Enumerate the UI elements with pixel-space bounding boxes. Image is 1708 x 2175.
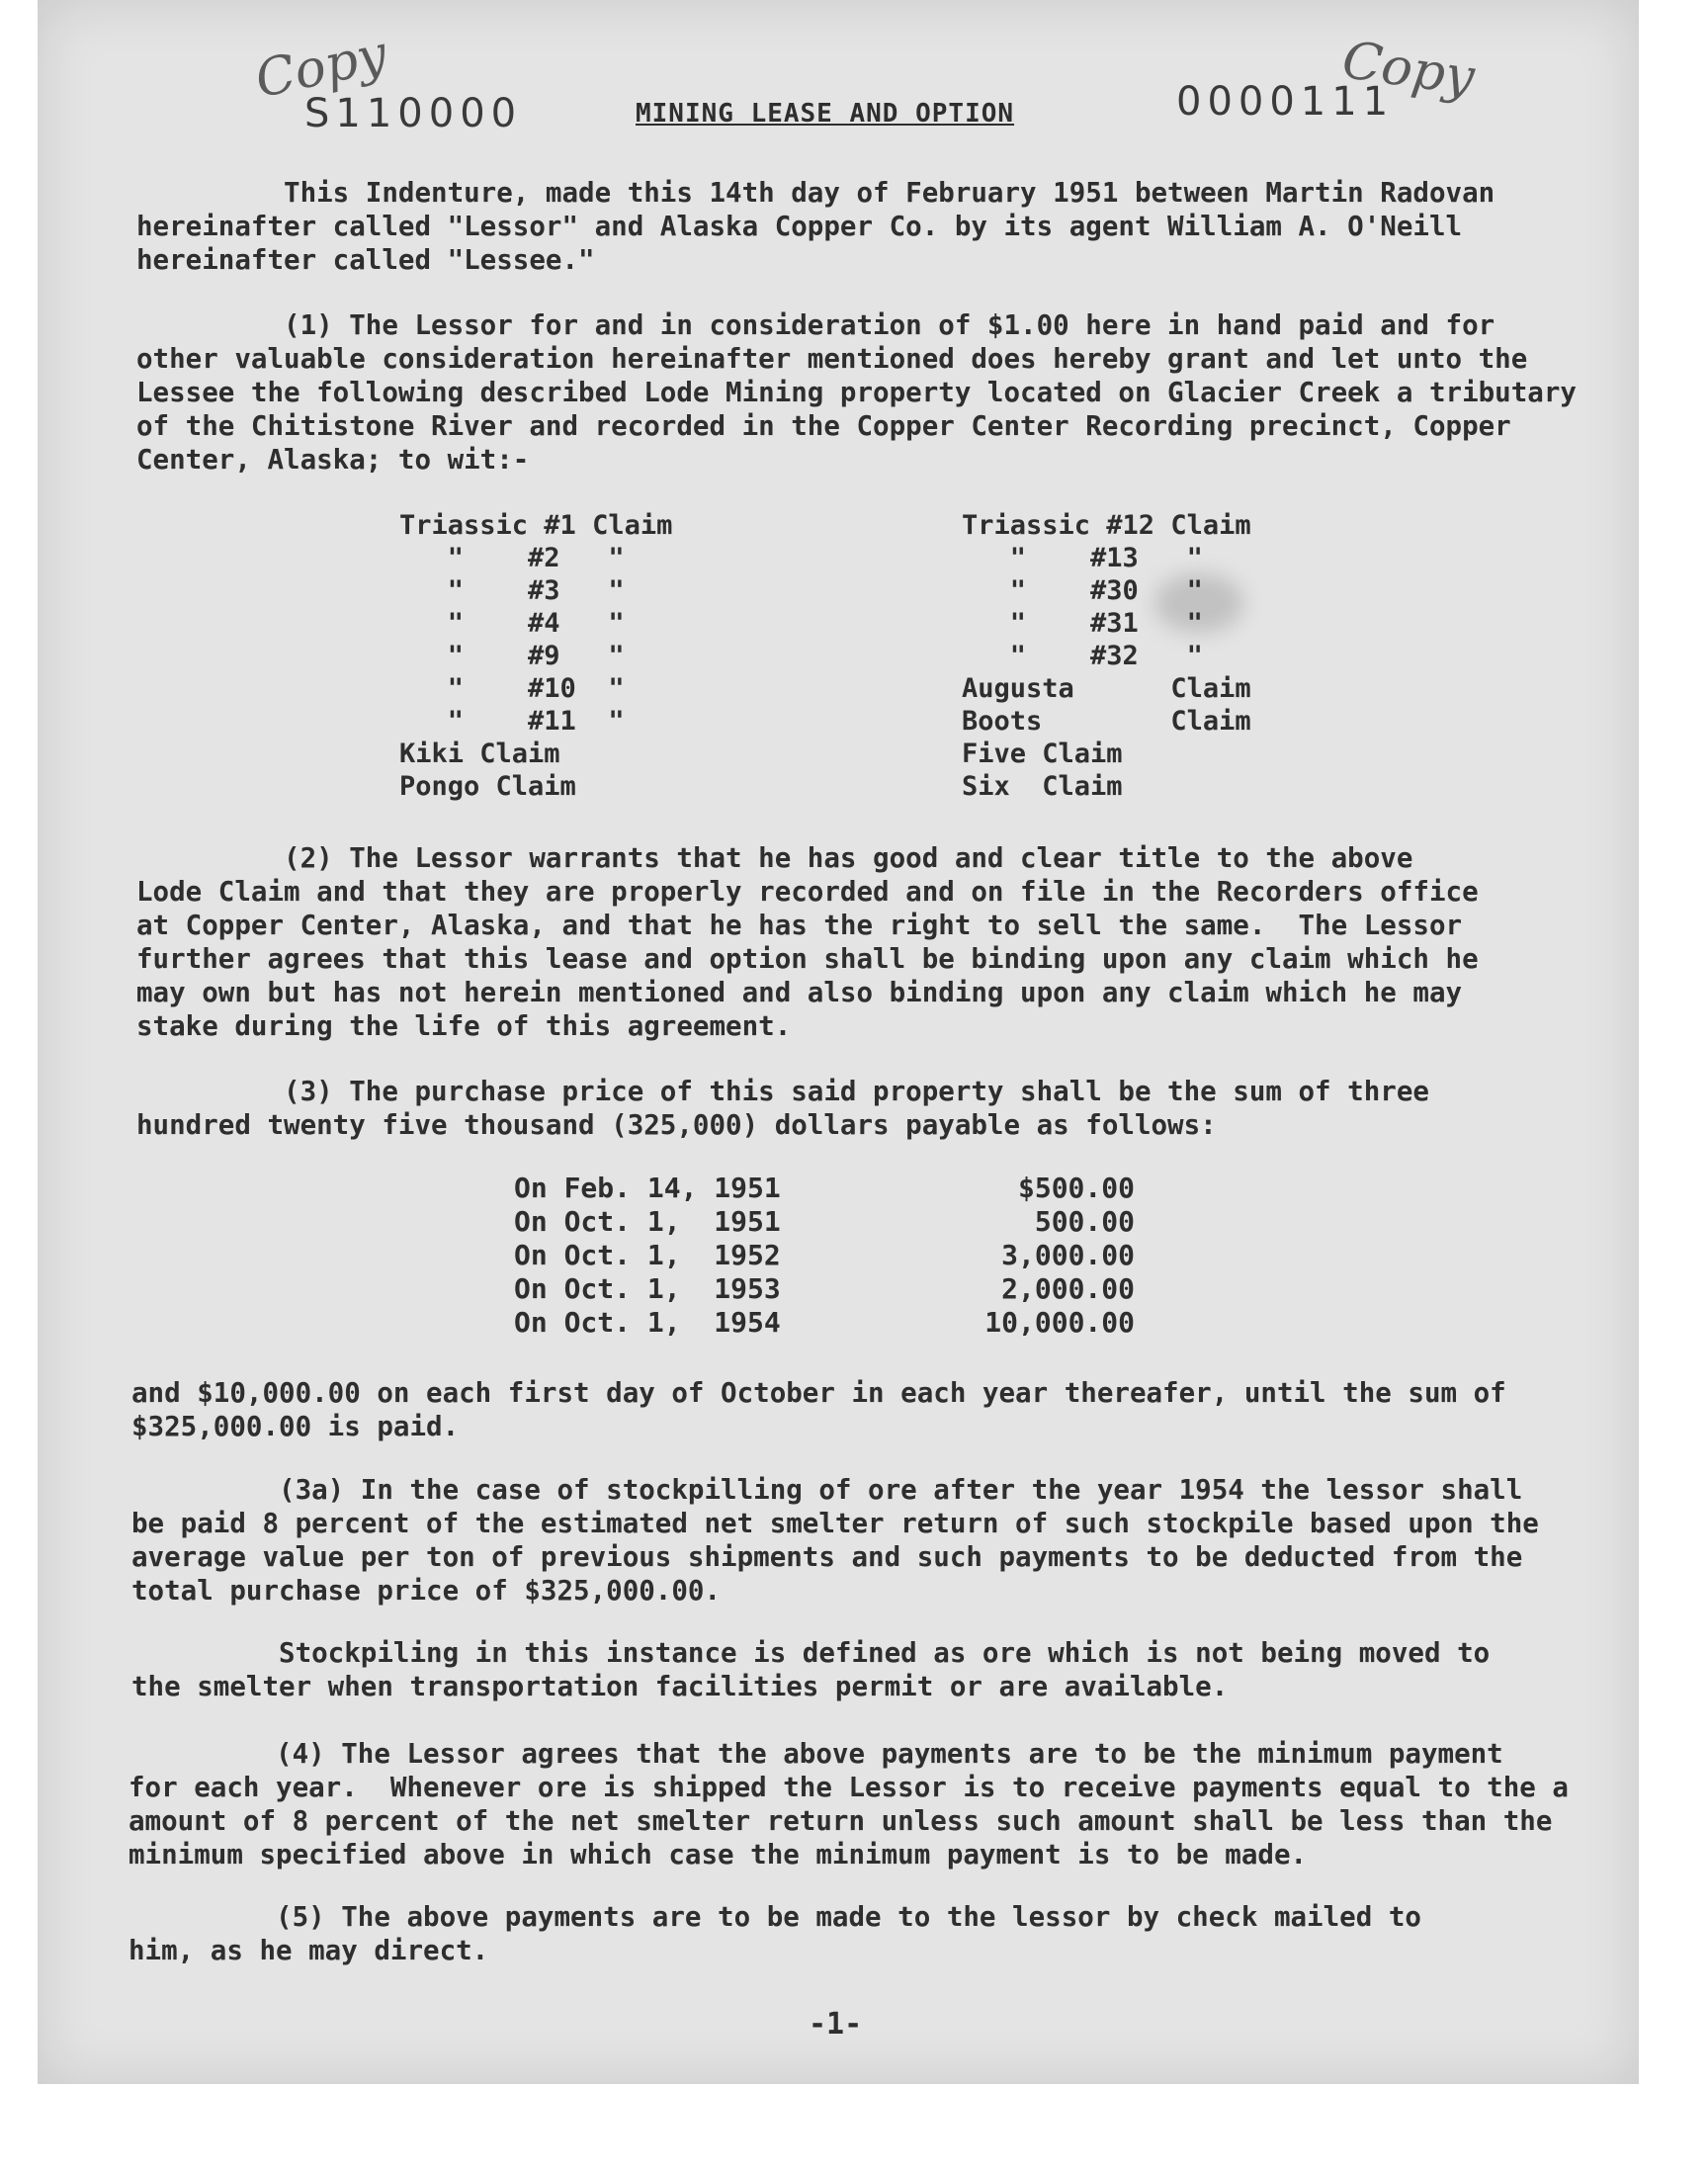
document-number-stamp-left: S110000 [304, 91, 523, 136]
claims-list-right: Triassic #12 Claim " #13 " " #30 " " #31 " " #32 " Augusta Claim Boots Claim Five Claim Six Claim [962, 510, 1251, 802]
document-number-stamp-right: 0000111 [1176, 79, 1395, 125]
paragraph-1: (1) The Lessor for and in consideration of $1.00 here in hand paid and for other valuable consideration hereinafter mentioned does hereby grant and let unto the Lessee the following described Lode Mining property located on Glacier Creek a tributary of the Chitistone River and recorded in the Copper Center Recording precinct, Copper Center, Alaska; to wit:- [136, 309, 1577, 476]
document-title: MINING LEASE AND OPTION [636, 99, 1015, 129]
claims-list-left: Triassic #1 Claim " #2 " " #3 " " #4 " " #9 " " #10 " " #11 " Kiki Claim Pongo Claim [399, 510, 673, 802]
stockpiling-definition: Stockpiling in this instance is defined as ore which is not being moved to the smelter when transportation facilities permit or are available. [131, 1637, 1491, 1702]
handwritten-copy-right: Copy [1338, 30, 1479, 109]
intro-paragraph: This Indenture, made this 14th day of February 1951 between Martin Radovan hereinafter called "Lessor" and Alaska Copper Co. by its agent William A. O'Neill hereinafter called "Lessee." [136, 177, 1495, 276]
payment-schedule-amounts: $500.00 500.00 3,000.00 2,000.00 10,000.00 [984, 1172, 1135, 1339]
paragraph-3: (3) The purchase price of this said property shall be the sum of three hundred twenty five thousand (325,000) dollars payable as follows: [136, 1076, 1429, 1141]
page-number: -1- [809, 2007, 863, 2042]
handwritten-copy-left: Copy [250, 24, 392, 111]
payment-schedule-dates: On Feb. 14, 1951 On Oct. 1, 1951 On Oct. 1, 1952 On Oct. 1, 1953 On Oct. 1, 1954 [514, 1172, 781, 1339]
paragraph-2: (2) The Lessor warrants that he has good and clear title to the above Lode Claim and that they are properly recorded and on file in the Recorders office at Copper Center, Alaska, and that he has the right to sell the same. The Lessor further agrees that this lease and option shall be binding upon any claim which he may own but has not herein mentioned and also binding upon any claim which he may stake during the life of this agreement. [136, 842, 1479, 1042]
paragraph-after-schedule: and $10,000.00 on each first day of October in each year thereafer, until the sum of $325,000.00 is paid. [131, 1377, 1506, 1442]
paragraph-5: (5) The above payments are to be made to the lessor by check mailed to him, as he may direct. [128, 1901, 1421, 1966]
paragraph-4: (4) The Lessor agrees that the above payments are to be the minimum payment for each year. Whenever ore is shipped the Lessor is to receive payments equal to the a amount of 8 percent of the net smelter return unless such amount shall be less than the minimum specified above in which case the minimum payment is to be made. [128, 1738, 1569, 1870]
document-page [38, 0, 1639, 2084]
paragraph-3a: (3a) In the case of stockpilling of ore after the year 1954 the lessor shall be paid 8 percent of the estimated net smelter return of such stockpile based upon the average value per ton of previous shipments and such payments to be deducted from the total purchase price of $325,000.00. [131, 1474, 1539, 1607]
